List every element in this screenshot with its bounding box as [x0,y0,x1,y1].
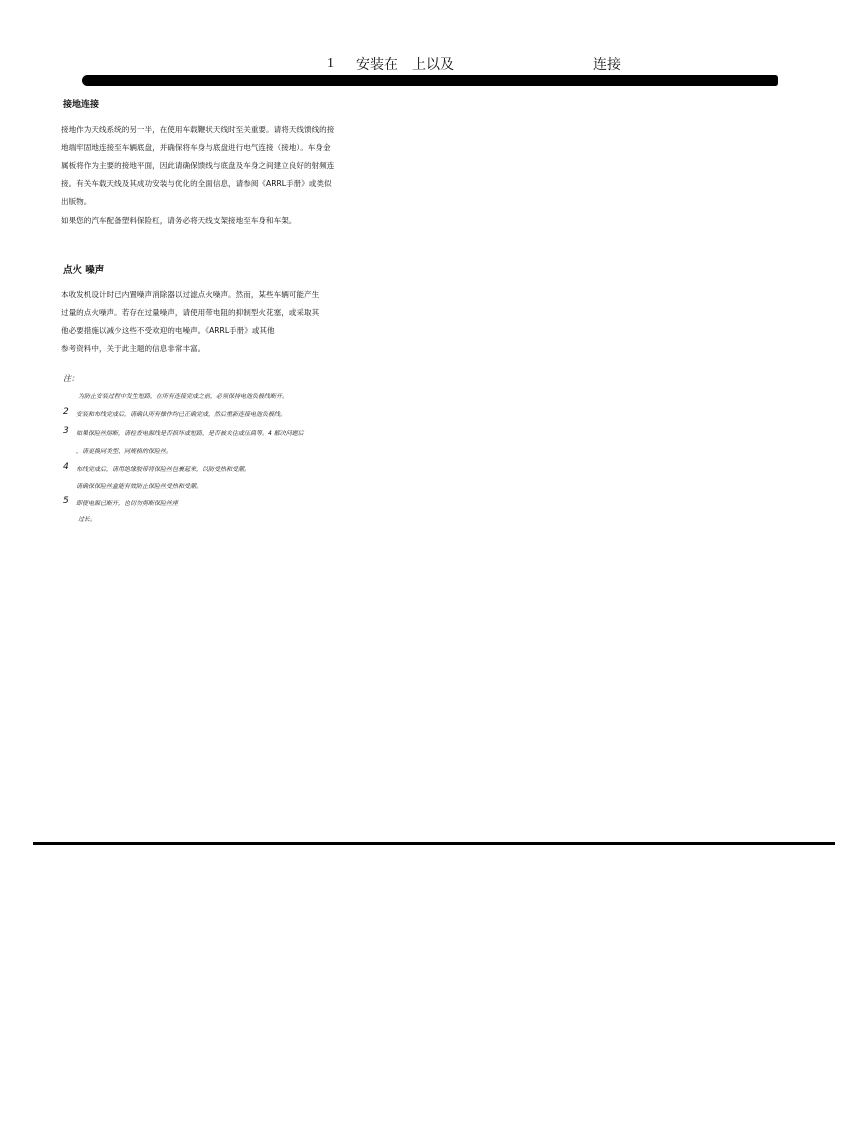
page-header [0,54,866,76]
note-3-continued: ，请更换同类型、同规格的保险丝。 [76,448,173,455]
grounding-title: 接地连接 [63,100,100,110]
ignition-noise-title: 点火 噪声 [63,265,105,276]
grounding-paragraph-2 [61,212,377,230]
paragraph-line: 出版物。 [61,197,92,206]
paragraph-line: 本收发机设计时已内置噪声消除器以过滤点火噪声。然而，某些车辆可能产生 [61,290,320,299]
ignition-noise-paragraph [61,286,377,358]
note-5-continued: 过长。 [78,516,97,523]
note-4-continued: 请确保保险丝盒能有效防止保险丝受热和受潮。 [76,483,203,490]
paragraph-line: 地端牢固地连接至车辆底盘，并确保将车身与底盘进行电气连接（接地）。车身金 [61,143,331,152]
note-1: 为防止安装过程中发生短路，在所有连接完成之前，必须保持电池负极线断开。 [78,393,289,400]
paragraph-line: 属板将作为主要的接地平面，因此请确保馈线与底盘及车身之间建立良好的射频连 [61,161,335,170]
page-bottom-divider [33,842,835,845]
note-4-number: 4 [63,462,69,472]
paragraph-line: 过量的点火噪声。若存在过量噪声，请使用带电阻的抑制型火花塞，或采取其 [61,308,320,317]
note-2: 安装和布线完成后，请确认所有操作均已正确完成，然后重新连接电池负极线。 [76,411,287,418]
note-3: 如果保险丝熔断，请检查电源线是否损坏或短路，是否被夹住或压扁等。4 解决问题后 [76,430,304,437]
note-5-number: 5 [63,496,69,506]
paragraph-line: 他必要措施以减少这些不受欢迎的电噪声。《ARRL手册》或其他 [61,326,275,335]
grounding-paragraph [61,121,377,211]
note-4: 布线完成后，请用绝缘胶带将保险丝包裹起来，以防受热和受潮。 [76,466,251,473]
paragraph-line: 参考资料中，关于此主题的信息非常丰富。 [61,344,206,353]
note-2-number: 2 [63,407,69,417]
paragraph-line: 接。有关车载天线及其成功安装与优化的全面信息，请参阅《ARRL手册》或类似 [61,179,332,188]
header-divider [82,75,778,86]
page-number: 1 [327,56,334,71]
header-title-part1: 安装在 上以及 [356,57,454,73]
notes-label: 注： [63,374,79,383]
paragraph-line: 如果您的汽车配备塑料保险杠，请务必将天线支架接地至车身和车架。 [61,216,297,225]
header-title-part2: 连接 [593,57,621,73]
paragraph-line: 接地作为天线系统的另一半，在使用车载鞭状天线时至关重要。请将天线馈线的接 [61,125,335,134]
note-5: 即使电源已断开，也切勿剪断保险丝座 [76,500,179,507]
note-3-number: 3 [63,426,69,436]
